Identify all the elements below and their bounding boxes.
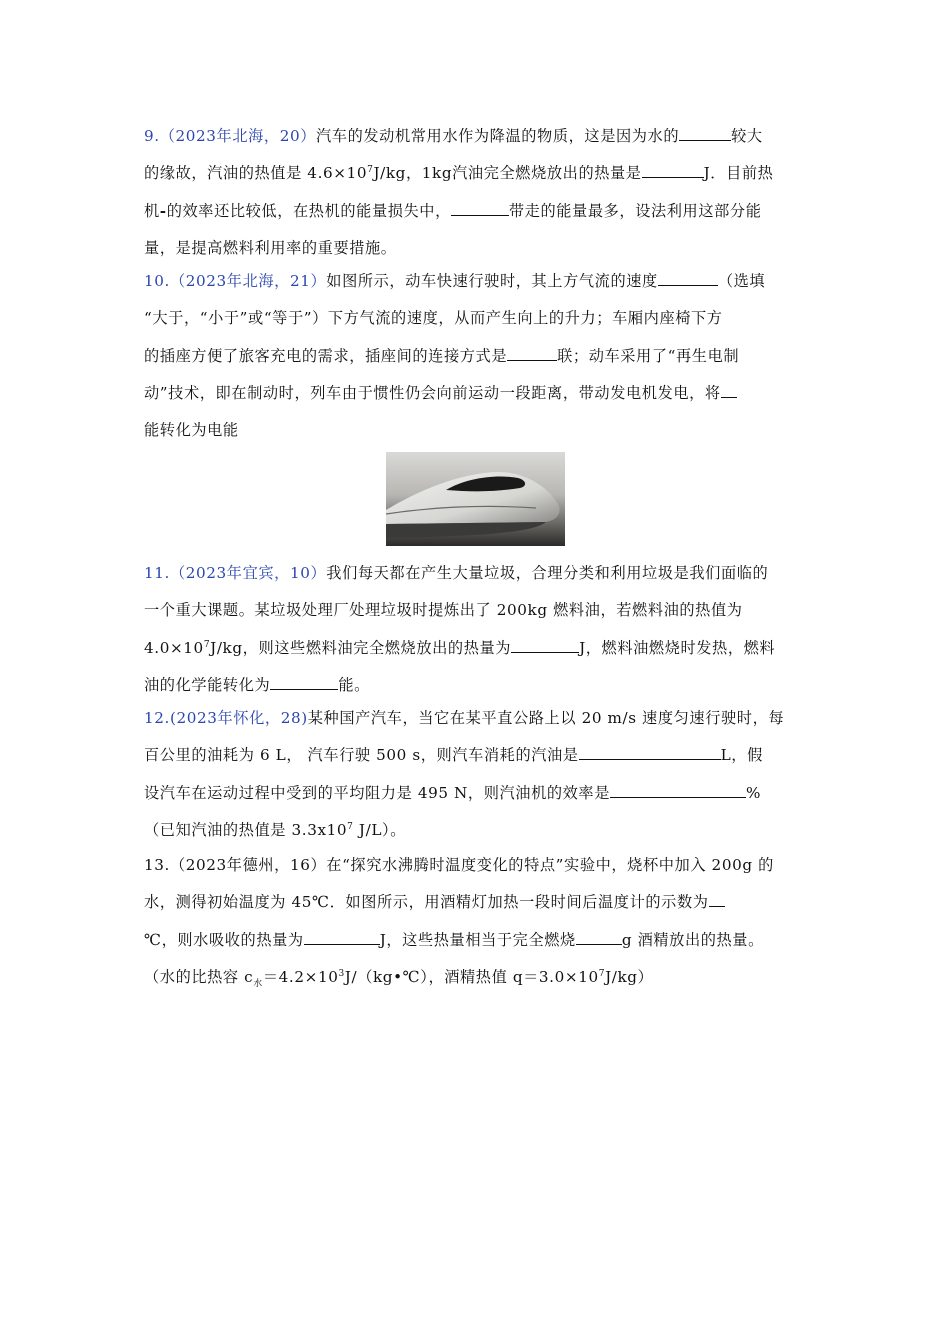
- question-line: [144, 300, 812, 337]
- question-text: 能转化为电能: [144, 421, 239, 440]
- question-text: 的插座方便了旅客充电的需求，插座间的连接方式是: [144, 346, 508, 365]
- answer-blank[interactable]: [511, 638, 579, 653]
- answer-blank[interactable]: [610, 783, 746, 798]
- answer-blank[interactable]: [679, 126, 731, 141]
- question-text: “大于，“小于”或“等于”）下方气流的速度，从而产生向上的升力；车厢内座椅下方: [144, 309, 723, 328]
- question-text: 联；动车采用了“再生电制: [557, 346, 740, 365]
- subscript: 水: [253, 978, 263, 989]
- answer-blank[interactable]: [658, 271, 718, 286]
- question-text: 的效率还比较低，在热机的能量损失中，: [166, 201, 451, 220]
- question-text: J，这些热量相当于完全燃烧: [379, 930, 576, 949]
- stray-mark: -: [159, 201, 167, 220]
- question-source: (2023年怀化，28): [169, 709, 308, 727]
- question-number: 13.: [144, 856, 170, 874]
- question-text: 我们每天都在产生大量垃圾，合理分类和利用垃圾是我们面临的: [326, 564, 769, 582]
- question-text: 量，是提高燃料利用率的重要措施。: [144, 238, 397, 257]
- question-12: [144, 700, 812, 849]
- question-number: 10.: [144, 272, 170, 290]
- question-text: 机: [144, 201, 160, 220]
- question-line: [144, 412, 812, 449]
- answer-blank[interactable]: [270, 675, 338, 690]
- answer-blank[interactable]: [642, 163, 704, 178]
- answer-blank[interactable]: [507, 346, 557, 361]
- question-line: [144, 230, 812, 267]
- question-line: [144, 847, 812, 884]
- question-text: ℃，则水吸收的热量为: [144, 930, 304, 949]
- question-text: 带走的能量最多，设法利用这部分能: [508, 201, 762, 220]
- question-line: [144, 375, 812, 412]
- question-10: [144, 263, 812, 449]
- exponent: 7: [347, 821, 354, 832]
- question-line: [144, 263, 812, 300]
- answer-blank[interactable]: [304, 930, 380, 945]
- bullet-train-photo: [386, 452, 565, 546]
- question-source: （2023年德州，16）: [169, 856, 327, 874]
- question-source: （2023年北海，20）: [159, 127, 317, 145]
- question-9: [144, 118, 812, 267]
- question-line: [144, 592, 812, 629]
- question-line: [144, 555, 812, 592]
- question-text: 汽车的发动机常用水作为降温的物质，这是因为水的: [316, 127, 680, 145]
- question-line: [144, 737, 812, 774]
- exponent: 7: [203, 639, 211, 650]
- question-text: J/kg）: [605, 967, 654, 986]
- answer-blank[interactable]: [709, 892, 725, 907]
- answer-blank[interactable]: [451, 201, 509, 216]
- question-text: ＝4.2×10: [262, 967, 339, 986]
- question-text: 能。: [338, 675, 370, 694]
- question-text: J/L）。: [353, 820, 406, 839]
- question-text: 一个重大课题。某垃圾处理厂处理垃圾时提炼出了 200kg 燃料油，若燃料油的热值为: [144, 601, 743, 620]
- question-line: [144, 338, 812, 375]
- question-text: 4.0×10: [144, 638, 204, 657]
- question-text: 油的化学能转化为: [144, 675, 271, 694]
- question-11: [144, 555, 812, 704]
- answer-blank[interactable]: [576, 930, 622, 945]
- question-line: [144, 630, 812, 667]
- question-text: 如图所示，动车快速行驶时，其上方气流的速度: [326, 272, 658, 290]
- question-text: J，燃料油燃烧时发热，燃料: [579, 638, 776, 657]
- question-line: [144, 884, 812, 921]
- question-number: 9.: [144, 127, 160, 145]
- question-text: 设汽车在运动过程中受到的平均阻力是 495 N，则汽油机的效率是: [144, 783, 611, 802]
- question-text: 水，测得初始温度为 45℃．如图所示，用酒精灯加热一段时间后温度计的示数为: [144, 893, 709, 912]
- exponent: 3: [338, 968, 345, 979]
- question-text: 较大: [731, 127, 763, 145]
- question-text: J/kg，1kg汽油完全燃烧放出的热量是: [373, 164, 642, 183]
- question-line: [144, 922, 812, 959]
- question-text: （水的比热容 c: [144, 967, 254, 986]
- question-line: [144, 193, 812, 230]
- question-line: [144, 775, 812, 812]
- question-line: [144, 667, 812, 704]
- exponent: 7: [598, 968, 606, 979]
- question-text: 在“探究水沸腾时温度变化的特点”实验中，烧杯中加入 200g 的: [326, 856, 774, 874]
- question-text: （选填: [717, 272, 766, 290]
- question-text: （已知汽油的热值是 3.3x10: [144, 820, 348, 839]
- question-text: J．目前热: [703, 164, 774, 183]
- question-text: J/kg，则这些燃料油完全燃烧放出的热量为: [210, 638, 512, 657]
- question-line: [144, 155, 812, 192]
- question-text: J/（kg•℃），酒精热值 q＝3.0×10: [344, 967, 599, 986]
- question-text: 某种国产汽车，当它在某平直公路上以 20 m/s 速度匀速行驶时，每: [307, 709, 785, 727]
- exponent: 7: [367, 165, 374, 176]
- question-number: 11.: [144, 564, 170, 582]
- question-text: g 酒精放出的热量。: [621, 930, 764, 949]
- question-line: [144, 812, 812, 849]
- question-text: 动”技术，即在制动时，列车由于惯性仍会向前运动一段距离，带动发电机发电，将: [144, 383, 721, 402]
- bullet-train-image: [386, 452, 565, 546]
- question-number: 12.: [144, 709, 170, 727]
- question-line: [144, 959, 812, 1003]
- answer-blank[interactable]: [721, 383, 737, 398]
- question-text: 的缘故，汽油的热值是 4.6×10: [144, 164, 368, 183]
- question-text: 百公里的油耗为 6 L， 汽车行驶 500 s，则汽车消耗的汽油是: [144, 746, 579, 765]
- question-line: [144, 118, 812, 155]
- question-line: [144, 700, 812, 737]
- answer-blank[interactable]: [579, 745, 721, 760]
- question-text: L，假: [720, 746, 763, 765]
- question-text: %: [746, 783, 762, 802]
- question-13: [144, 847, 812, 1003]
- question-source: （2023年宜宾，10）: [169, 564, 327, 582]
- question-source: （2023年北海，21）: [169, 272, 327, 290]
